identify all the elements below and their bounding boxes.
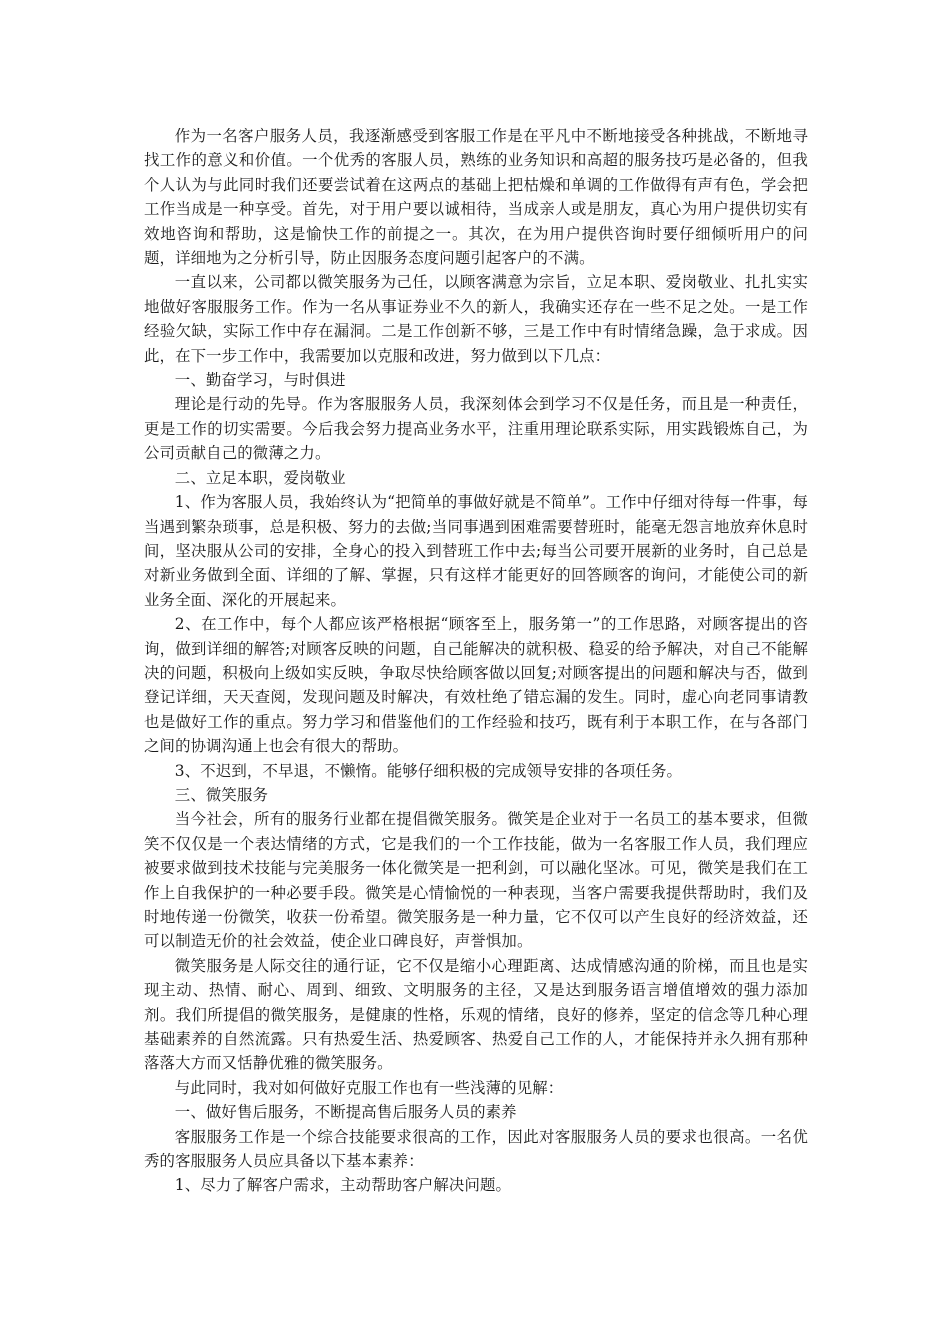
- section-heading-study: 一、勤奋学习，与时俱进: [174, 371, 346, 390]
- paragraph-point-3: 3、不迟到，不早退，不懒惰。能够仔细积极的完成领导安排的各项任务。: [174, 761, 683, 780]
- document-body: [144, 124, 808, 1198]
- paragraph-point-2: 2、在工作中，每个人都应该严格根据“顾客至上，服务第一”的工作思路，对顾客提出的咨询，做到详细的解答;对顾客反映的问题，自己能解决的就积极、稳妥的给予解决，对自己不能解决的问题，积极向上级如实反映，争取尽快给顾客做以回复;对顾客提出的问题和解决与否，做到登记详细，天天查阅，发现问题及时解决，有效杜绝了错忘漏的发生。同时，虚心向老同事请教也是做好工作的重点。努力学习和借鉴他们的工作经验和技巧，既有利于本职工作，在与各部门之间的协调沟通上也会有很大的帮助。: [144, 615, 808, 756]
- paragraph-views: 与此同时，我对如何做好克服工作也有一些浅薄的见解：: [174, 1078, 564, 1097]
- paragraph-after-sales: 客服服务工作是一个综合技能要求很高的工作，因此对客服服务人员的要求也很高。一名优秀的客服服务人员应具备以下基本素养：: [144, 1127, 808, 1171]
- paragraph-smile-1: 当今社会，所有的服务行业都在提倡微笑服务。微笑是企业对于一名员工的基本要求，但微笑不仅仅是一个表达情绪的方式，它是我们的一个工作技能，做为一名客服工作人员，我们理应被要求做到技术技能与完美服务一体化微笑是一把利剑，可以融化坚冰。可见，微笑是我们在工作上自我保护的一种必要手段。微笑是心情愉悦的一种表现，当客户需要我提供帮助时，我们及时地传递一份微笑，收获一份希望。微笑服务是一种力量，它不仅可以产生良好的经济效益，还可以制造无价的社会效益，使企业口碑良好，声誉惧加。: [144, 810, 808, 951]
- paragraph-intro: 作为一名客户服务人员，我逐渐感受到客服工作是在平凡中不断地接受各种挑战，不断地寻找工作的意义和价值。一个优秀的客服人员，熟练的业务知识和高超的服务技巧是必备的，但我个人认为与此同时我们还要尝试着在这两点的基础上把枯燥和单调的工作做得有声有色，学会把工作当成是一种享受。首先，对于用户要以诚相待，当成亲人或是朋友，真心为用户提供切实有效地咨询和帮助，这是愉快工作的前提之一。其次，在为用户提供咨询时要仔细倾听用户的问题，详细地为之分析引导，防止因服务态度问题引起客户的不满。: [144, 127, 808, 268]
- paragraph-smile-2: 微笑服务是人际交往的通行证，它不仅是缩小心理距离、达成情感沟通的阶梯，而且也是实现主动、热情、耐心、周到、细致、文明服务的主径，又是达到服务语言增值增效的强力添加剂。我们所提倡的微笑服务，是健康的性格，乐观的情绪，良好的修养，坚定的信念等几种心理基础素养的自然流露。只有热爱生活、热爱顾客、热爱自己工作的人，才能保持并永久拥有那种落落大方而又恬静优雅的微笑服务。: [144, 956, 808, 1073]
- paragraph-shortcomings: 一直以来，公司都以微笑服务为己任，以顾客满意为宗旨，立足本职、爱岗敬业、扎扎实实地做好客服服务工作。作为一名从事证券业不久的新人，我确实还存在一些不足之处。一是工作经验欠缺，实际工作中存在漏洞。二是工作创新不够，三是工作中有时情绪急躁，急于求成。因此，在下一步工作中，我需要加以克服和改进，努力做到以下几点：: [144, 273, 808, 365]
- paragraph-point-1: 1、作为客服人员，我始终认为“把简单的事做好就是不简单”。工作中仔细对待每一件事，每当遇到繁杂琐事，总是积极、努力的去做;当同事遇到困难需要替班时，能毫无怨言地放弃休息时间，坚决服从公司的安排，全身心的投入到替班工作中去;每当公司要开展新的业务时，自己总是对新业务做到全面、详细的了解、掌握，只有这样才能更好的回答顾客的询问，才能使公司的新业务全面、深化的开展起来。: [144, 493, 808, 609]
- paragraph-after-sales-point-1: 1、尽力了解客户需求，主动帮助客户解决问题。: [174, 1176, 512, 1195]
- paragraph-study: 理论是行动的先导。作为客服服务人员，我深刻体会到学习不仅是任务，而且是一种责任，更是工作的切实需要。今后我会努力提高业务水平，注重用理论联系实际，用实践锻炼自己，为公司贡献自己的微薄之力。: [144, 395, 808, 463]
- section-heading-smile: 三、微笑服务: [174, 785, 269, 804]
- section-heading-dedication: 二、立足本职，爱岗敬业: [174, 468, 346, 487]
- section-heading-after-sales: 一、做好售后服务，不断提高售后服务人员的素养: [174, 1103, 517, 1122]
